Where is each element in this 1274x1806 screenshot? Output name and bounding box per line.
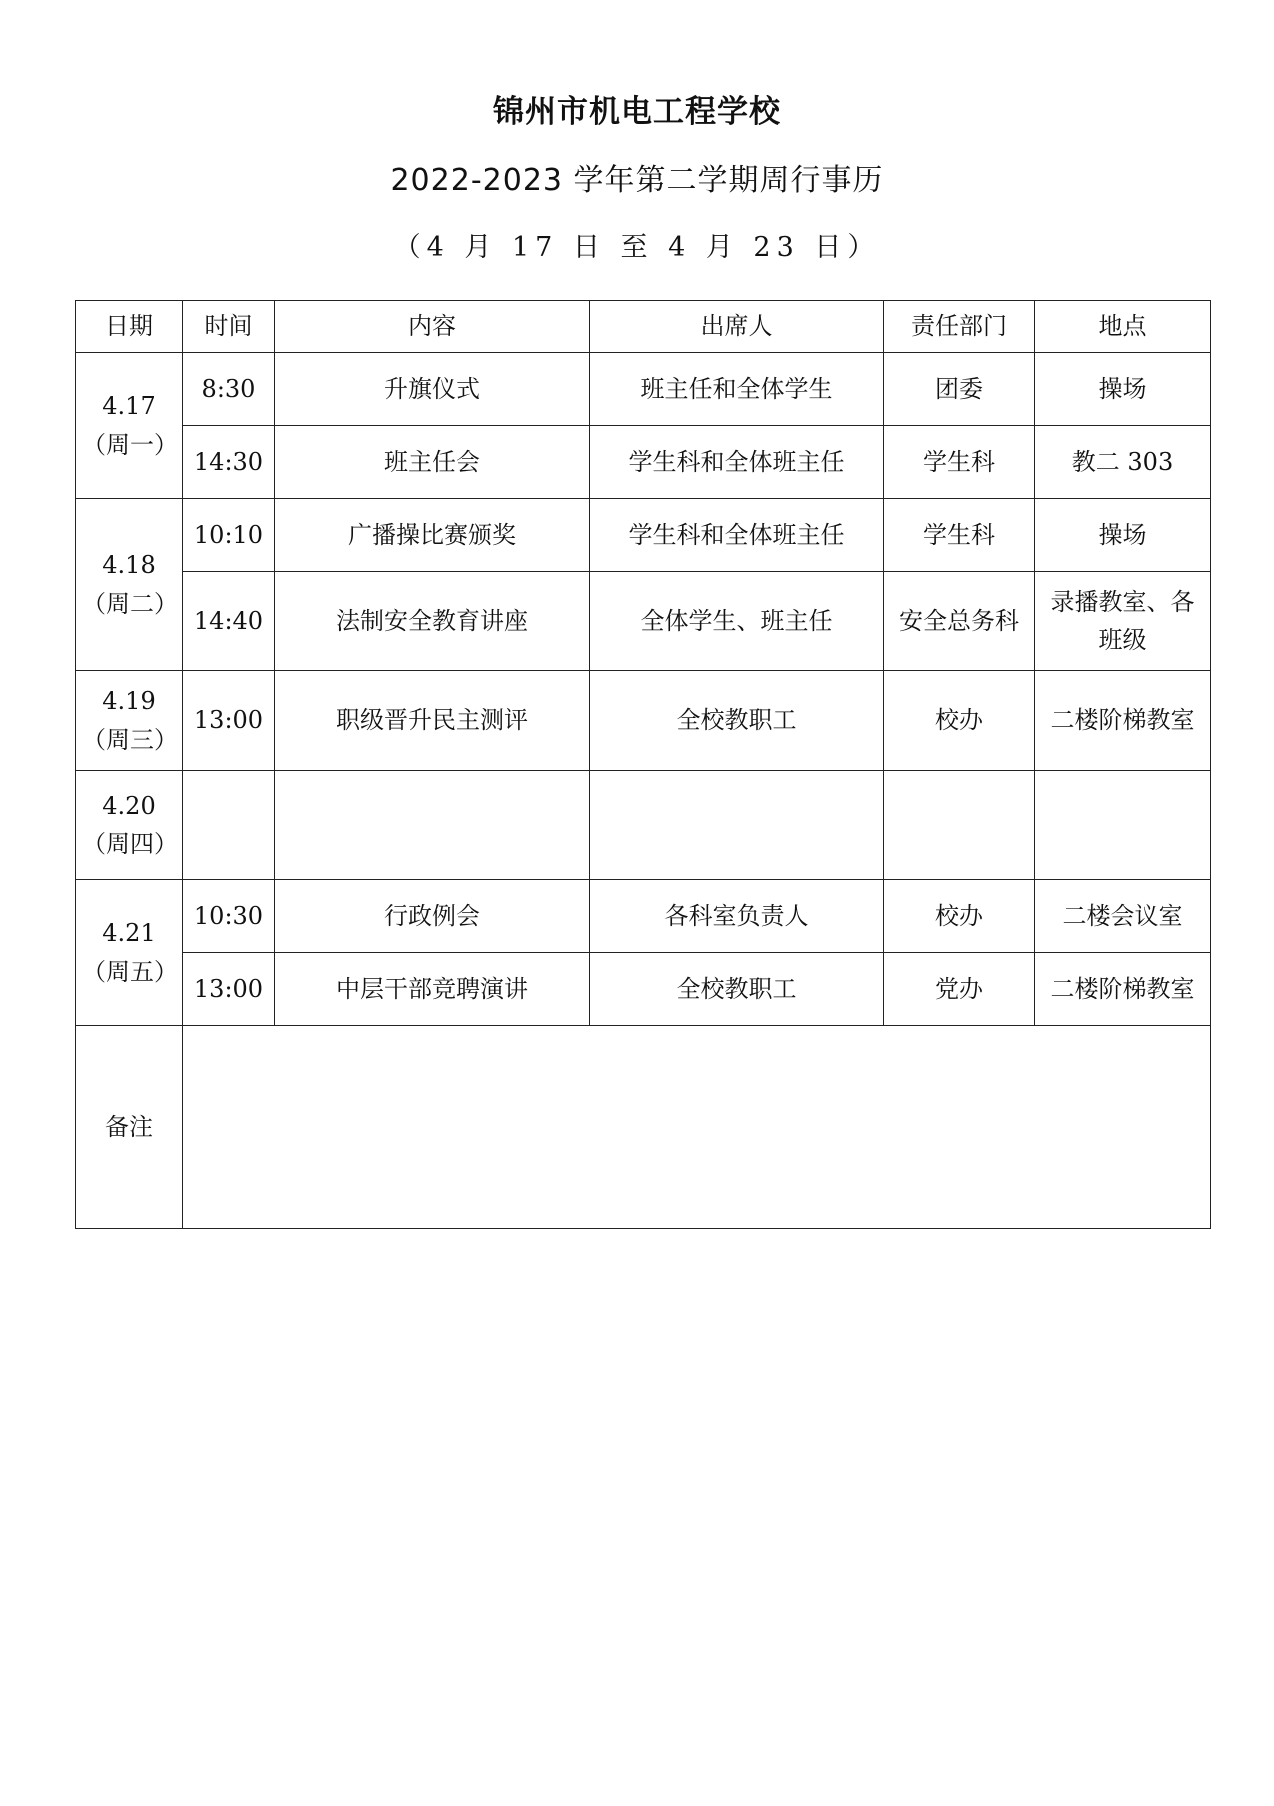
event-time: 14:40 [183,572,275,671]
day-date: 4.21 [102,919,156,948]
column-header-content: 内容 [275,301,590,353]
weekly-calendar-table [75,300,1211,1229]
school-name: 锦州市机电工程学校 [493,94,781,130]
event-location: 二楼会议室 [1035,880,1211,953]
event-attendees: 班主任和全体学生 [590,353,884,426]
event-attendees [590,771,884,880]
day-cell [76,880,183,1026]
column-header-attendees: 出席人 [590,301,884,353]
day-date: 4.17 [102,392,156,421]
day-date: 4.19 [102,687,156,716]
date-range: （4 月 17 日 至 4 月 23 日） [393,232,881,263]
day-weekday: （周一） [82,430,178,459]
event-department: 校办 [884,880,1035,953]
event-time: 10:10 [183,499,275,572]
day-weekday: （周五） [82,957,178,986]
event-location: 二楼阶梯教室 [1035,953,1211,1026]
day-cell [76,353,183,499]
event-content [275,771,590,880]
event-time [183,771,275,880]
calendar-title: 2022-2023 学年第二学期周行事历 [390,163,884,198]
column-header-date: 日期 [76,301,183,353]
event-content: 行政例会 [275,880,590,953]
event-attendees: 学生科和全体班主任 [590,426,884,499]
event-department: 校办 [884,671,1035,771]
table-row [76,953,1211,1026]
event-location: 操场 [1035,499,1211,572]
table-row [76,572,1211,671]
event-location [1035,771,1211,880]
header-row [76,301,1211,353]
table-row [76,499,1211,572]
event-time: 8:30 [183,353,275,426]
event-time: 14:30 [183,426,275,499]
event-department [884,771,1035,880]
event-content: 广播操比赛颁奖 [275,499,590,572]
day-weekday: （周四） [82,830,178,858]
event-content: 中层干部竞聘演讲 [275,953,590,1026]
event-time: 10:30 [183,880,275,953]
event-content: 职级晋升民主测评 [275,671,590,771]
event-attendees: 学生科和全体班主任 [590,499,884,572]
event-content: 升旗仪式 [275,353,590,426]
column-header-department: 责任部门 [884,301,1035,353]
column-header-location: 地点 [1035,301,1211,353]
event-department: 团委 [884,353,1035,426]
remarks-label: 备注 [76,1026,183,1229]
event-time: 13:00 [183,953,275,1026]
table-row [76,771,1211,880]
event-time: 13:00 [183,671,275,771]
event-location: 操场 [1035,353,1211,426]
table-row [76,353,1211,426]
day-date: 4.20 [102,791,156,820]
remarks-row [76,1026,1211,1229]
event-department: 学生科 [884,499,1035,572]
day-cell [76,671,183,771]
event-location: 教二 303 [1035,426,1211,499]
day-weekday: （周三） [82,725,178,754]
event-department: 学生科 [884,426,1035,499]
table-row [76,671,1211,771]
event-department: 安全总务科 [884,572,1035,671]
table-row [76,880,1211,953]
remarks-content [183,1026,1211,1229]
day-date: 4.18 [102,551,156,580]
day-weekday: （周二） [82,589,178,618]
day-cell [76,771,183,880]
event-department: 党办 [884,953,1035,1026]
event-attendees: 全校教职工 [590,953,884,1026]
table-row [76,426,1211,499]
event-attendees: 全校教职工 [590,671,884,771]
column-header-time: 时间 [183,301,275,353]
event-attendees: 全体学生、班主任 [590,572,884,671]
event-location: 录播教室、各班级 [1035,572,1211,671]
event-content: 法制安全教育讲座 [275,572,590,671]
event-location: 二楼阶梯教室 [1035,671,1211,771]
event-content: 班主任会 [275,426,590,499]
event-attendees: 各科室负责人 [590,880,884,953]
day-cell [76,499,183,671]
